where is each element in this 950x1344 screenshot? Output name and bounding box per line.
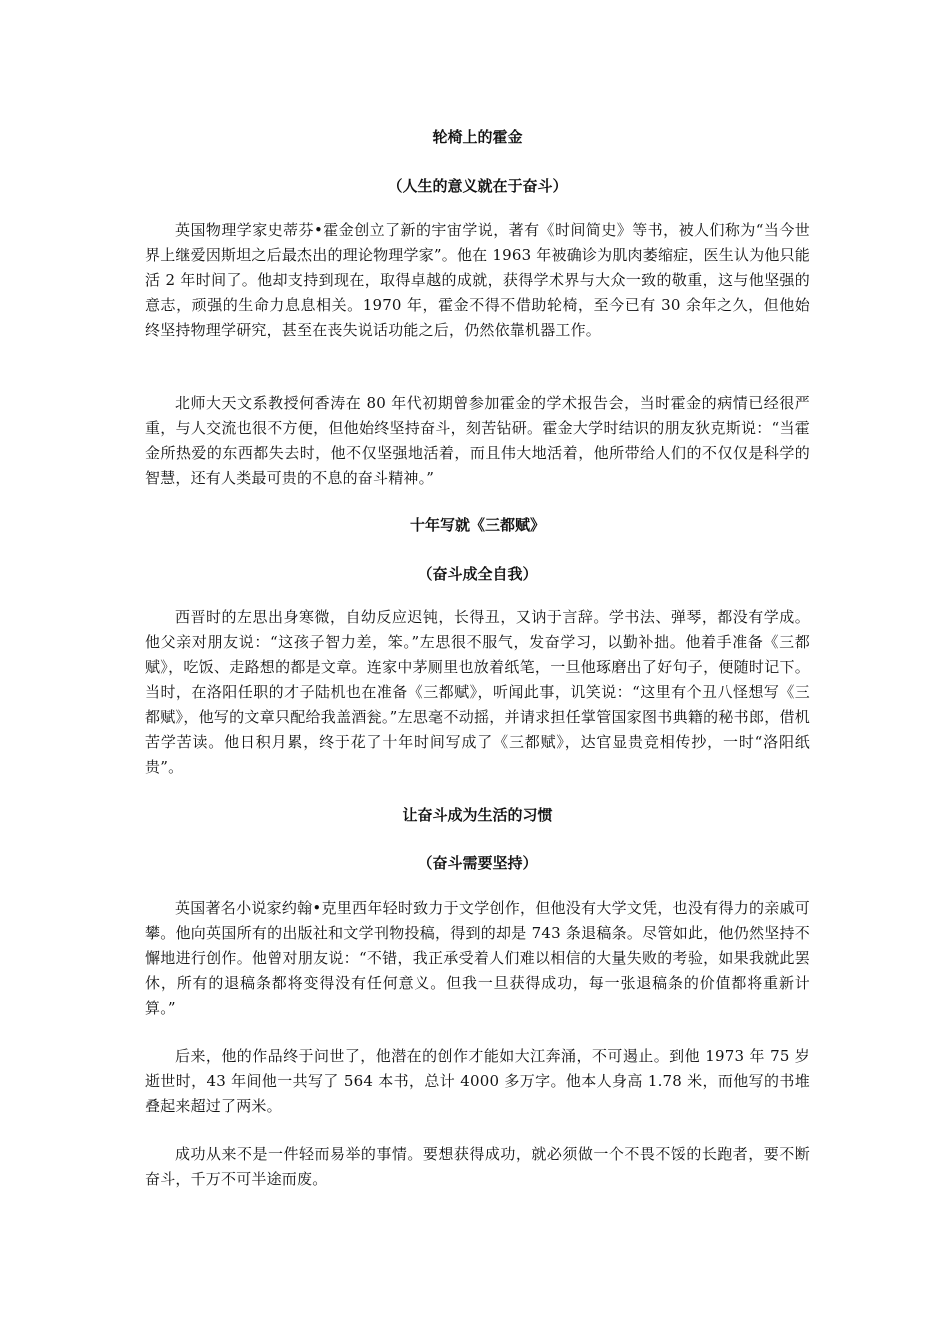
section-2-title: 十年写就《三都赋》: [409, 516, 545, 534]
section-2-subtitle: （奋斗成全自我）: [417, 565, 538, 583]
section-1-paragraph-1: 英国物理学家史蒂芬•霍金创立了新的宇宙学说，著有《时间简史》等书，被人们称为“当今世界上继爱因斯坦之后最杰出的理论物理学家”。他在 1963 年被确诊为肌肉萎缩症，医生认为他只能活 2 年时间了。他却支持到现在，取得卓越的成就，获得学术界与大众一致的敬重，这与他坚强的意志，顽强的生命力息息相关。1970 年，霍金不得不借助轮椅，至今已有 30 余年之久，但他始终坚持物理学研究，甚至在丧失说话功能之后，仍然依靠机器工作。: [145, 221, 810, 339]
section-1-title: 轮椅上的霍金: [432, 128, 523, 146]
section-3-subtitle: （奋斗需要坚持）: [417, 854, 538, 872]
section-3-paragraph-3: 成功从来不是一件轻而易举的事情。要想获得成功，就必须做一个不畏不馁的长跑者，要不断奋斗，千万不可半途而废。: [145, 1145, 810, 1188]
section-3-paragraph-2: 后来，他的作品终于问世了，他潜在的创作才能如大江奔涌，不可遏止。到他 1973 年 75 岁逝世时，43 年间他一共写了 564 本书，总计 4000 多万字。他本人身高 1.78 米，而他写的书堆叠起来超过了两米。: [145, 1047, 810, 1115]
section-2-paragraph-1: 西晋时的左思出身寒微，自幼反应迟钝，长得丑，又讷于言辞。学书法、弹琴，都没有学成。他父亲对朋友说：“这孩子智力差，笨。”左思很不服气，发奋学习，以勤补拙。他着手准备《三都赋》，吃饭、走路想的都是文章。连家中茅厕里也放着纸笔，一旦他琢磨出了好句子，便随时记下。当时，在洛阳任职的才子陆机也在准备《三都赋》，听闻此事，讥笑说：“这里有个丑八怪想写《三都赋》，他写的文章只配给我盖酒瓮。”左思毫不动摇，并请求担任掌管国家图书典籍的秘书郎，借机苦学苦读。他日积月累，终于花了十年时间写成了《三都赋》，达官显贵竞相传抄，一时“洛阳纸贵”。: [145, 608, 810, 776]
section-1-subtitle: （人生的意义就在于奋斗）: [387, 177, 568, 195]
section-3-paragraph-1: 英国著名小说家约翰•克里西年轻时致力于文学创作，但他没有大学文凭，也没有得力的亲戚可攀。他向英国所有的出版社和文学刊物投稿，得到的却是 743 条退稿条。尽管如此，他仍然坚持不懈地进行创作。他曾对朋友说：“不错，我正承受着人们难以相信的大量失败的考验，如果我就此罢休，所有的退稿条都将变得没有任何意义。但我一旦获得成功，每一张退稿条的价值都将重新计算。”: [145, 899, 810, 1017]
section-3-title: 让奋斗成为生活的习惯: [402, 806, 553, 824]
section-1-paragraph-2: 北师大天文系教授何香涛在 80 年代初期曾参加霍金的学术报告会，当时霍金的病情已经很严重，与人交流也很不方便，但他始终坚持奋斗，刻苦钻研。霍金大学时结识的朋友狄克斯说：“当霍金所热爱的东西都失去时，他不仅坚强地活着，而且伟大地活着，他所带给人们的不仅仅是科学的智慧，还有人类最可贵的不息的奋斗精神。”: [145, 394, 810, 487]
